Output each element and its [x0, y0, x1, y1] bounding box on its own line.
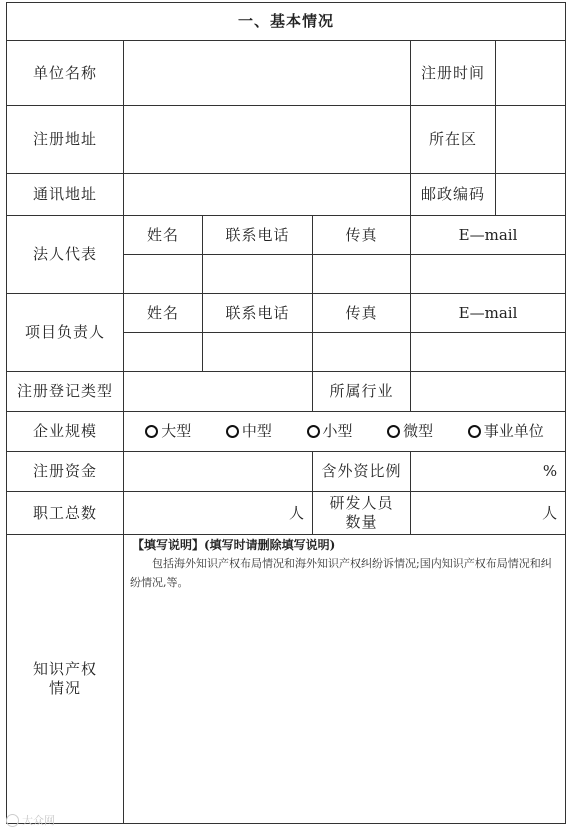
rd-staff-label: 研发人员数量: [313, 492, 411, 535]
legal-rep-email-header: E—mail: [411, 216, 566, 255]
rd-staff-unit[interactable]: 人: [411, 492, 566, 535]
legal-rep-phone-header: 联系电话: [203, 216, 313, 255]
legal-rep-name-header: 姓名: [124, 216, 203, 255]
industry-label: 所属行业: [313, 372, 411, 412]
total-staff-label: 职工总数: [7, 492, 124, 535]
total-staff-unit[interactable]: 人: [124, 492, 313, 535]
radio-icon: [468, 425, 481, 438]
ip-status-field[interactable]: [124, 535, 566, 824]
radio-icon: [387, 425, 400, 438]
reg-capital-field[interactable]: [124, 452, 313, 492]
foreign-ratio-label: 含外资比例: [313, 452, 411, 492]
legal-rep-fax-header: 传真: [313, 216, 411, 255]
mail-address-field[interactable]: [124, 174, 411, 216]
radio-icon: [307, 425, 320, 438]
note-heading: 【填写说明】(填写时请删除填写说明): [132, 538, 336, 552]
project-lead-email-field[interactable]: [411, 333, 566, 372]
basic-info-form: [6, 2, 565, 826]
basic-info-table: [6, 2, 566, 824]
reg-time-field[interactable]: [496, 41, 566, 106]
legal-rep-label: 法人代表: [7, 216, 124, 294]
enterprise-scale-label: 企业规模: [7, 412, 124, 452]
unit-name-label: 单位名称: [7, 41, 124, 106]
project-lead-phone-header: 联系电话: [203, 294, 313, 333]
scale-option-small[interactable]: 小型: [307, 422, 353, 441]
scale-option-micro[interactable]: 微型: [387, 422, 433, 441]
project-lead-email-header: E—mail: [411, 294, 566, 333]
reg-address-label: 注册地址: [7, 106, 124, 174]
project-lead-fax-header: 传真: [313, 294, 411, 333]
watermark-logo-icon: [6, 814, 19, 827]
reg-type-label: 注册登记类型: [7, 372, 124, 412]
legal-rep-fax-field[interactable]: [313, 255, 411, 294]
industry-field[interactable]: [411, 372, 566, 412]
reg-capital-label: 注册资金: [7, 452, 124, 492]
scale-option-institution[interactable]: 事业单位: [468, 422, 544, 441]
postcode-field[interactable]: [496, 174, 566, 216]
section-title: 一、基本情况: [7, 3, 566, 41]
project-lead-fax-field[interactable]: [313, 333, 411, 372]
scale-option-medium[interactable]: 中型: [226, 422, 272, 441]
watermark: [6, 812, 55, 828]
reg-time-label: 注册时间: [411, 41, 496, 106]
legal-rep-name-field[interactable]: [124, 255, 203, 294]
radio-icon: [145, 425, 158, 438]
project-lead-label: 项目负责人: [7, 294, 124, 372]
ip-status-label: 知识产权情况: [7, 535, 124, 824]
mail-address-label: 通讯地址: [7, 174, 124, 216]
project-lead-phone-field[interactable]: [203, 333, 313, 372]
reg-type-field[interactable]: [124, 372, 313, 412]
project-lead-name-field[interactable]: [124, 333, 203, 372]
enterprise-scale-options: [124, 412, 566, 452]
reg-address-field[interactable]: [124, 106, 411, 174]
foreign-ratio-unit[interactable]: %: [411, 452, 566, 492]
district-label: 所在区: [411, 106, 496, 174]
scale-option-large[interactable]: 大型: [145, 422, 191, 441]
radio-icon: [226, 425, 239, 438]
watermark-text: 大众网: [22, 814, 55, 827]
postcode-label: 邮政编码: [411, 174, 496, 216]
unit-name-field[interactable]: [124, 41, 411, 106]
district-field[interactable]: [496, 106, 566, 174]
note-body: 包括海外知识产权布局情况和海外知识产权纠纷诉情况;国内知识产权布局情况和纠纷情况,等。: [130, 557, 552, 589]
project-lead-name-header: 姓名: [124, 294, 203, 333]
legal-rep-email-field[interactable]: [411, 255, 566, 294]
legal-rep-phone-field[interactable]: [203, 255, 313, 294]
